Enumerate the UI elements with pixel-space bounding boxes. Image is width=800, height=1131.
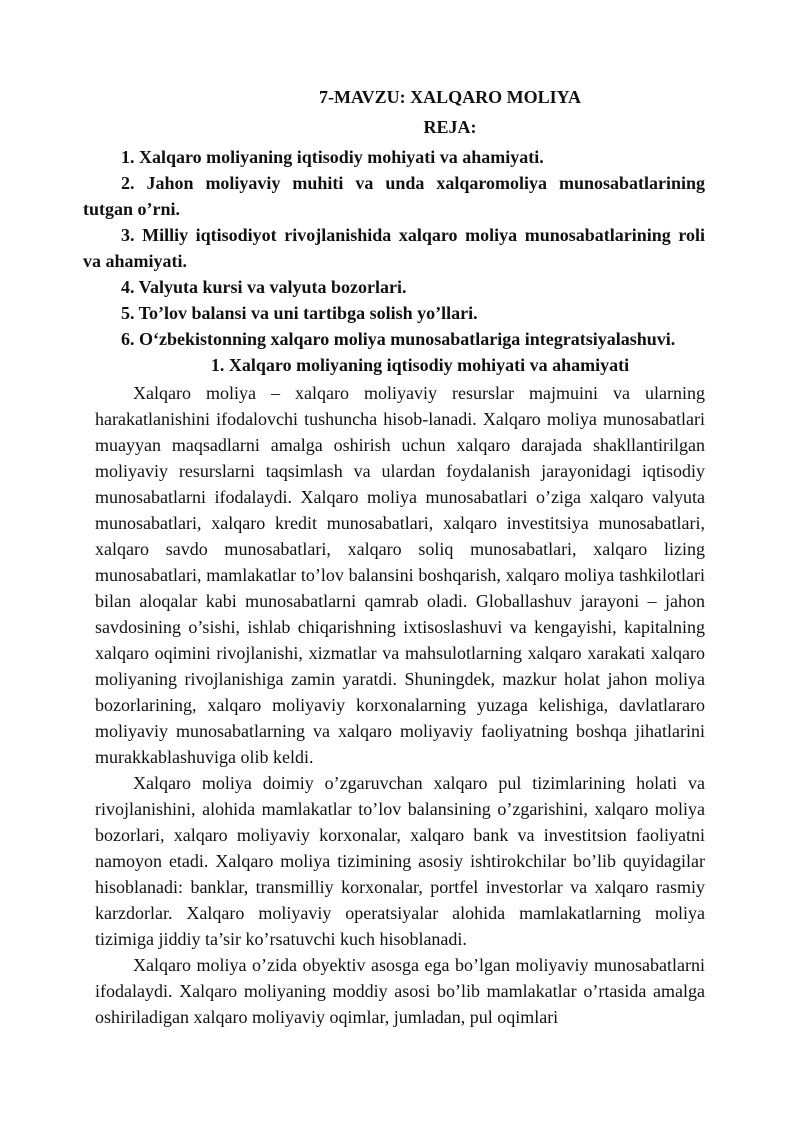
plan-list xyxy=(83,144,705,352)
plan-item-6: 6. O‘zbekistonning xalqaro moliya munosabatlariga integratsiyalashuvi. xyxy=(121,329,676,349)
plan-item-5: 5. To’lov balansi va uni tartibga solish yo’llari. xyxy=(121,303,478,323)
page-title: 7-MAVZU: XALQARO MOLIYA xyxy=(318,87,581,107)
section-heading: 1. Xalqaro moliyaning iqtisodiy mohiyati va ahamiyati xyxy=(210,355,630,375)
plan-item-1: 1. Xalqaro moliyaning iqtisodiy mohiyati va ahamiyati. xyxy=(121,147,544,167)
body-paragraph-3: Xalqaro moliya o’zida obyektiv asosga ega bo’lgan moliyaviy munosabatlarni ifodalaydi. Xalqaro moliyaning moddiy asosi bo’lib mamlakatlar o’rtasida amalga oshiriladigan xalqaro moliyaviy oqimlar, jumladan, pul oqimlari xyxy=(95,955,705,1027)
plan-item-3: 3. Milliy iqtisodiyot rivojlanishida xalqaro moliya munosabatlarining roli va ahamiyati. xyxy=(83,225,705,271)
body-paragraph-2: Xalqaro moliya doimiy o’zgaruvchan xalqaro pul tizimlarining holati va rivojlanishini, alohida mamlakatlar to’lov balansining o’zgarishini, xalqaro moliya bozorlari, xalqaro moliyaviy korxonalar, xalqaro bank va investitsion faoliyatni namoyon etadi. Xalqaro moliya tizimining asosiy ishtirokchilar bo’lib quyidagilar hisoblanadi: banklar, transmilliy korxonalar, portfel investorlar va xalqaro rasmiy karzdorlar. Xalqaro moliyaviy operatsiyalar alohida mamlakatlarning moliya tizimiga jiddiy ta’sir ko’rsatuvchi kuch hisoblanadi. xyxy=(95,773,705,949)
plan-item-4: 4. Valyuta kursi va valyuta bozorlari. xyxy=(121,277,407,297)
plan-heading: REJA: xyxy=(423,117,477,137)
body-paragraph-1: Xalqaro moliya – xalqaro moliyaviy resurslar majmuini va ularning harakatlanishini ifodalovchi tushuncha hisob-lanadi. Xalqaro moliya munosabatlari muayyan maqsadlarni amalga oshirish uchun xalqaro darajada shakllantirilgan moliyaviy resurslarni taqsimlash va ulardan foydalanish jarayonidagi iqtisodiy munosabatlarni ifodalaydi. Xalqaro moliya munosabatlari o’ziga xalqaro valyuta munosabatlari, xalqaro kredit munosabatlari, xalqaro investitsiya munosabatlari, xalqaro savdo munosabatlari, xalqaro soliq munosabatlari, xalqaro lizing munosabatlari, mamlakatlar to’lov balansini boshqarish, xalqaro moliya tashkilotlari bilan aloqalar kabi munosabatlarni qamrab oladi. Globallashuv jarayoni – jahon savdosining o’sishi, ishlab chiqarishning ixtisoslashuvi va kengayishi, kapitalning xalqaro oqimini rivojlanishi, xizmatlar va mahsulotlarning xalqaro xarakati xalqaro moliyaning rivojlanishiga zamin yaratdi. Shuningdek, mazkur holat jahon moliya bozorlarining, xalqaro moliyaviy korxonalarning yuzaga kelishiga, davlatlararo moliyaviy munosabatlarning va xalqaro moliyaviy faoliyatning boshqa jihatlarini murakkablashuviga olib keldi. xyxy=(95,383,705,767)
plan-item-2: 2. Jahon moliyaviy muhiti va unda xalqaromoliya munosabatlarining tutgan o’rni. xyxy=(83,173,705,219)
